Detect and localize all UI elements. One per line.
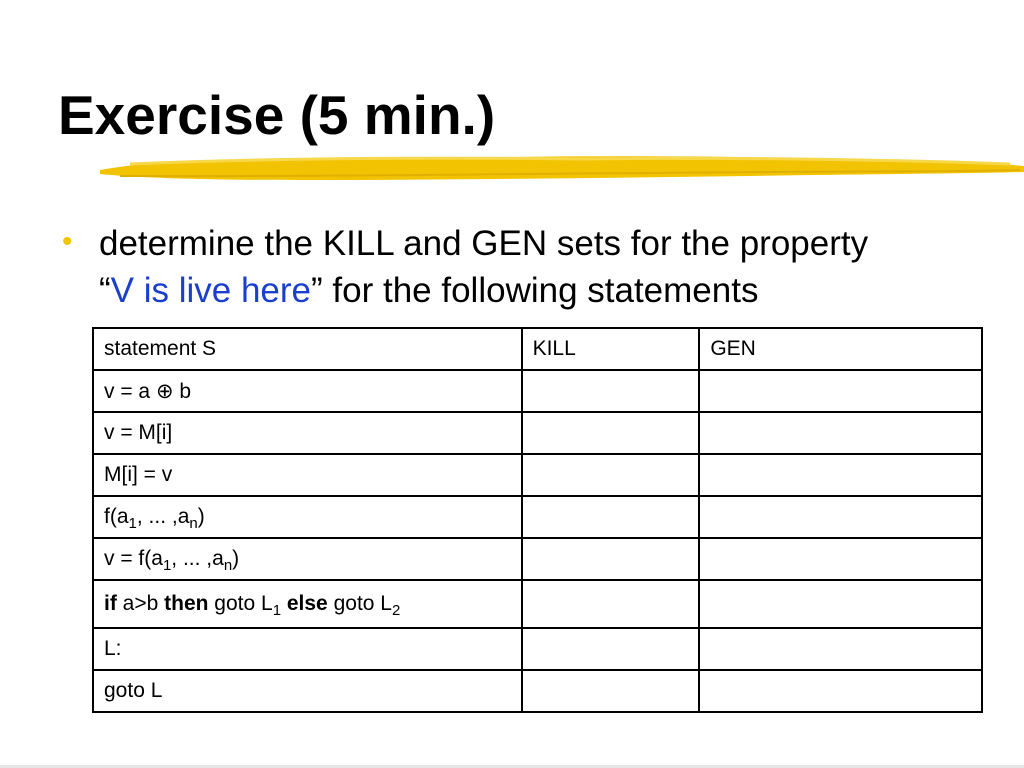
bullet-line-1: determine the KILL and GEN sets for the property bbox=[99, 224, 869, 263]
table-row bbox=[93, 580, 982, 628]
header-gen: GEN bbox=[699, 328, 982, 370]
stmt-text: goto L bbox=[208, 592, 273, 615]
subscript: 1 bbox=[272, 602, 282, 619]
gen-cell bbox=[699, 538, 982, 580]
keyword-then: then bbox=[164, 592, 209, 615]
kill-cell bbox=[522, 670, 700, 712]
table-row bbox=[93, 538, 982, 580]
header-kill: KILL bbox=[522, 328, 700, 370]
statement-cell bbox=[93, 538, 522, 580]
kill-gen-table bbox=[92, 327, 983, 713]
open-quote: “ bbox=[99, 271, 111, 310]
gen-cell bbox=[699, 628, 982, 670]
gen-cell bbox=[699, 580, 982, 628]
table-row bbox=[93, 454, 982, 496]
table-row bbox=[93, 412, 982, 454]
kill-cell bbox=[522, 538, 700, 580]
subscript: 2 bbox=[391, 602, 401, 619]
table-row bbox=[93, 670, 982, 712]
subscript: 1 bbox=[128, 515, 137, 532]
gen-cell bbox=[699, 370, 982, 412]
stmt-text: b bbox=[173, 379, 192, 403]
subscript: n bbox=[189, 515, 198, 532]
keyword-else: else bbox=[281, 592, 328, 615]
slide-title: Exercise (5 min.) bbox=[58, 84, 496, 146]
table-row bbox=[93, 496, 982, 538]
stmt-text: f(a bbox=[104, 505, 129, 528]
kill-cell bbox=[522, 580, 700, 628]
kill-cell bbox=[522, 370, 700, 412]
kill-cell bbox=[522, 496, 700, 538]
subscript: 1 bbox=[162, 557, 172, 574]
statement-cell bbox=[93, 370, 522, 412]
highlight-phrase: V is live here bbox=[110, 271, 312, 310]
gen-cell bbox=[699, 496, 982, 538]
stmt-text: a>b bbox=[116, 592, 165, 615]
statement-cell: M[i] = v bbox=[93, 454, 522, 496]
statement-cell: v = M[i] bbox=[93, 412, 522, 454]
statement-cell: L: bbox=[93, 628, 522, 670]
table-row bbox=[93, 370, 982, 412]
gen-cell bbox=[699, 454, 982, 496]
gen-cell bbox=[699, 412, 982, 454]
stmt-text: v = a bbox=[104, 379, 156, 403]
stmt-text: , ... ,a bbox=[136, 505, 190, 528]
kill-cell bbox=[522, 454, 700, 496]
statement-cell bbox=[93, 580, 522, 628]
table-header-row bbox=[93, 328, 982, 370]
bullet-dot-icon: • bbox=[62, 225, 73, 258]
keyword-if: if bbox=[104, 592, 117, 615]
stmt-text: , ... ,a bbox=[171, 547, 224, 570]
statement-cell bbox=[93, 496, 522, 538]
stmt-text: goto L bbox=[327, 592, 392, 615]
kill-cell bbox=[522, 628, 700, 670]
bullet-line-2-rest: ” for the following statements bbox=[311, 271, 759, 310]
stmt-text: ) bbox=[197, 505, 205, 528]
oplus-symbol: ⊕ bbox=[155, 379, 174, 403]
stmt-text: ) bbox=[232, 547, 240, 570]
kill-cell bbox=[522, 412, 700, 454]
header-statement: statement S bbox=[93, 328, 522, 370]
statement-cell: goto L bbox=[93, 670, 522, 712]
subscript: n bbox=[223, 557, 233, 574]
title-underline-brush bbox=[100, 150, 1024, 188]
table-row bbox=[93, 628, 982, 670]
gen-cell bbox=[699, 670, 982, 712]
stmt-text: v = f(a bbox=[104, 547, 163, 570]
bullet-text bbox=[99, 220, 1019, 314]
